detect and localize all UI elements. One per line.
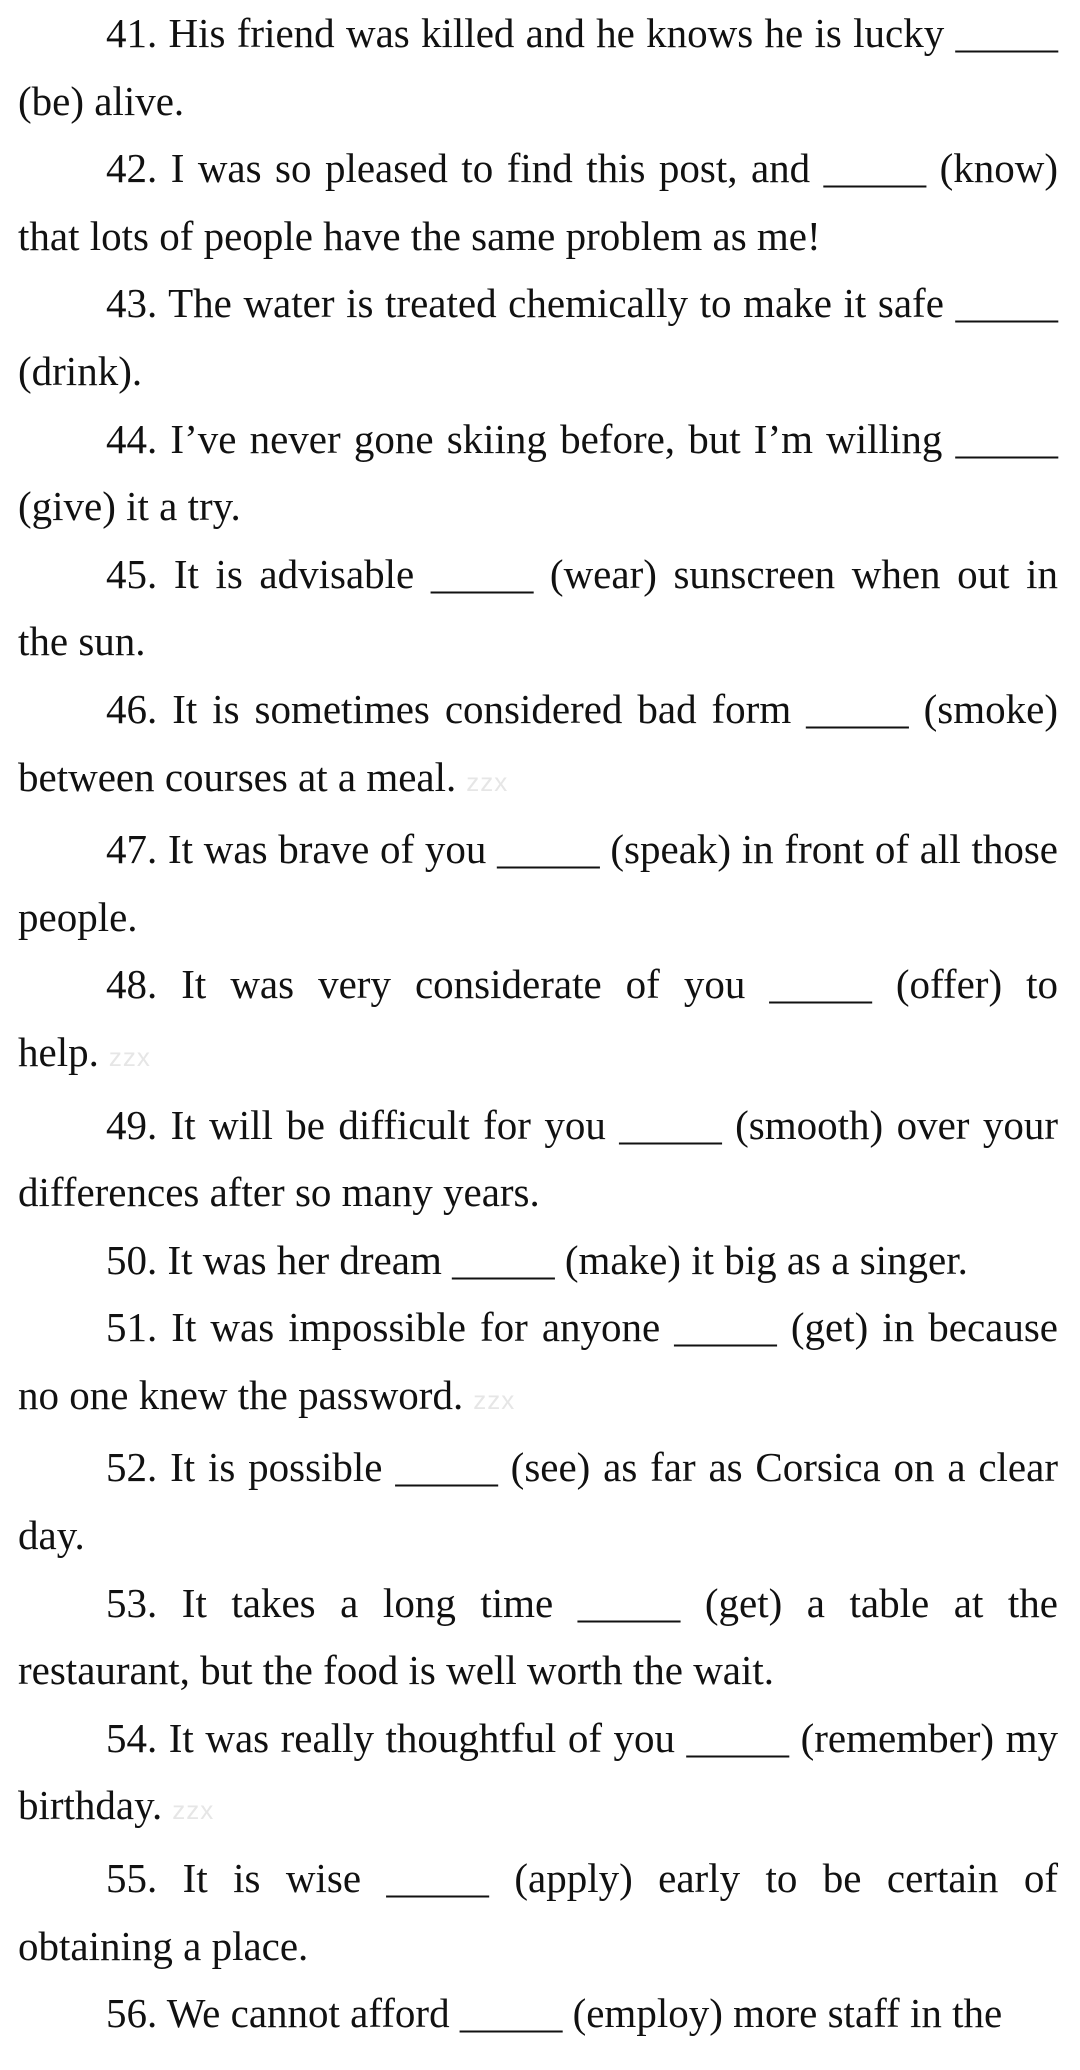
- question-text: 49. It will be difficult for you _____ (smooth) over your differences after so many years.: [18, 1101, 1058, 1216]
- watermark: zzx: [466, 766, 509, 797]
- watermark: zzx: [108, 1041, 151, 1072]
- watermark: zzx: [473, 1384, 516, 1415]
- question-51: [18, 1294, 1058, 1434]
- question-text: 43. The water is treated chemically to make it safe _____ (drink).: [18, 280, 1058, 394]
- question-text: 41. His friend was killed and he knows he is lucky _____ (be) alive.: [18, 10, 1058, 124]
- question-55: [18, 1845, 1058, 1980]
- question-text: 55. It is wise _____ (apply) early to be certain of obtaining a place.: [18, 1855, 1058, 1969]
- question-text: 54. It was really thoughtful of you _____ (remember) my birthday.: [18, 1714, 1058, 1829]
- question-text: 44. I’ve never gone skiing before, but I’m willing _____ (give) it a try.: [18, 415, 1058, 530]
- question-text: 50. It was her dream _____ (make) it big as a singer.: [106, 1236, 968, 1283]
- question-41: [18, 0, 1058, 135]
- question-43: [18, 270, 1058, 405]
- question-56: [18, 1980, 1058, 2048]
- question-42: [18, 135, 1058, 270]
- question-text: 47. It was brave of you _____ (speak) in front of all those people.: [18, 826, 1058, 940]
- watermark: zzx: [172, 1795, 215, 1826]
- exercise-page: [18, 0, 1058, 2048]
- question-45: [18, 541, 1058, 676]
- question-49: [18, 1092, 1058, 1227]
- question-text: 45. It is advisable _____ (wear) sunscreen when out in the sun.: [18, 550, 1058, 665]
- question-53: [18, 1570, 1058, 1705]
- question-47: [18, 816, 1058, 951]
- question-46: [18, 676, 1058, 816]
- question-text: 46. It is sometimes considered bad form _____ (smoke) between courses at a meal.: [18, 685, 1058, 800]
- question-50: [18, 1227, 1058, 1295]
- question-text: 52. It is possible _____ (see) as far as Corsica on a clear day.: [18, 1444, 1058, 1559]
- question-text: 53. It takes a long time _____ (get) a table at the restaurant, but the food is well worth the wait.: [18, 1579, 1058, 1694]
- question-48: [18, 951, 1058, 1091]
- question-text: 42. I was so pleased to find this post, and _____ (know) that lots of people have the same problem as me!: [18, 145, 1058, 259]
- question-44: [18, 406, 1058, 541]
- question-text: 51. It was impossible for anyone _____ (get) in because no one knew the password.: [18, 1304, 1058, 1418]
- question-text: 56. We cannot afford _____ (employ) more staff in the: [106, 1990, 1003, 2037]
- question-52: [18, 1434, 1058, 1569]
- question-text: 48. It was very considerate of you _____ (offer) to help.: [18, 961, 1058, 1075]
- question-54: [18, 1705, 1058, 1845]
